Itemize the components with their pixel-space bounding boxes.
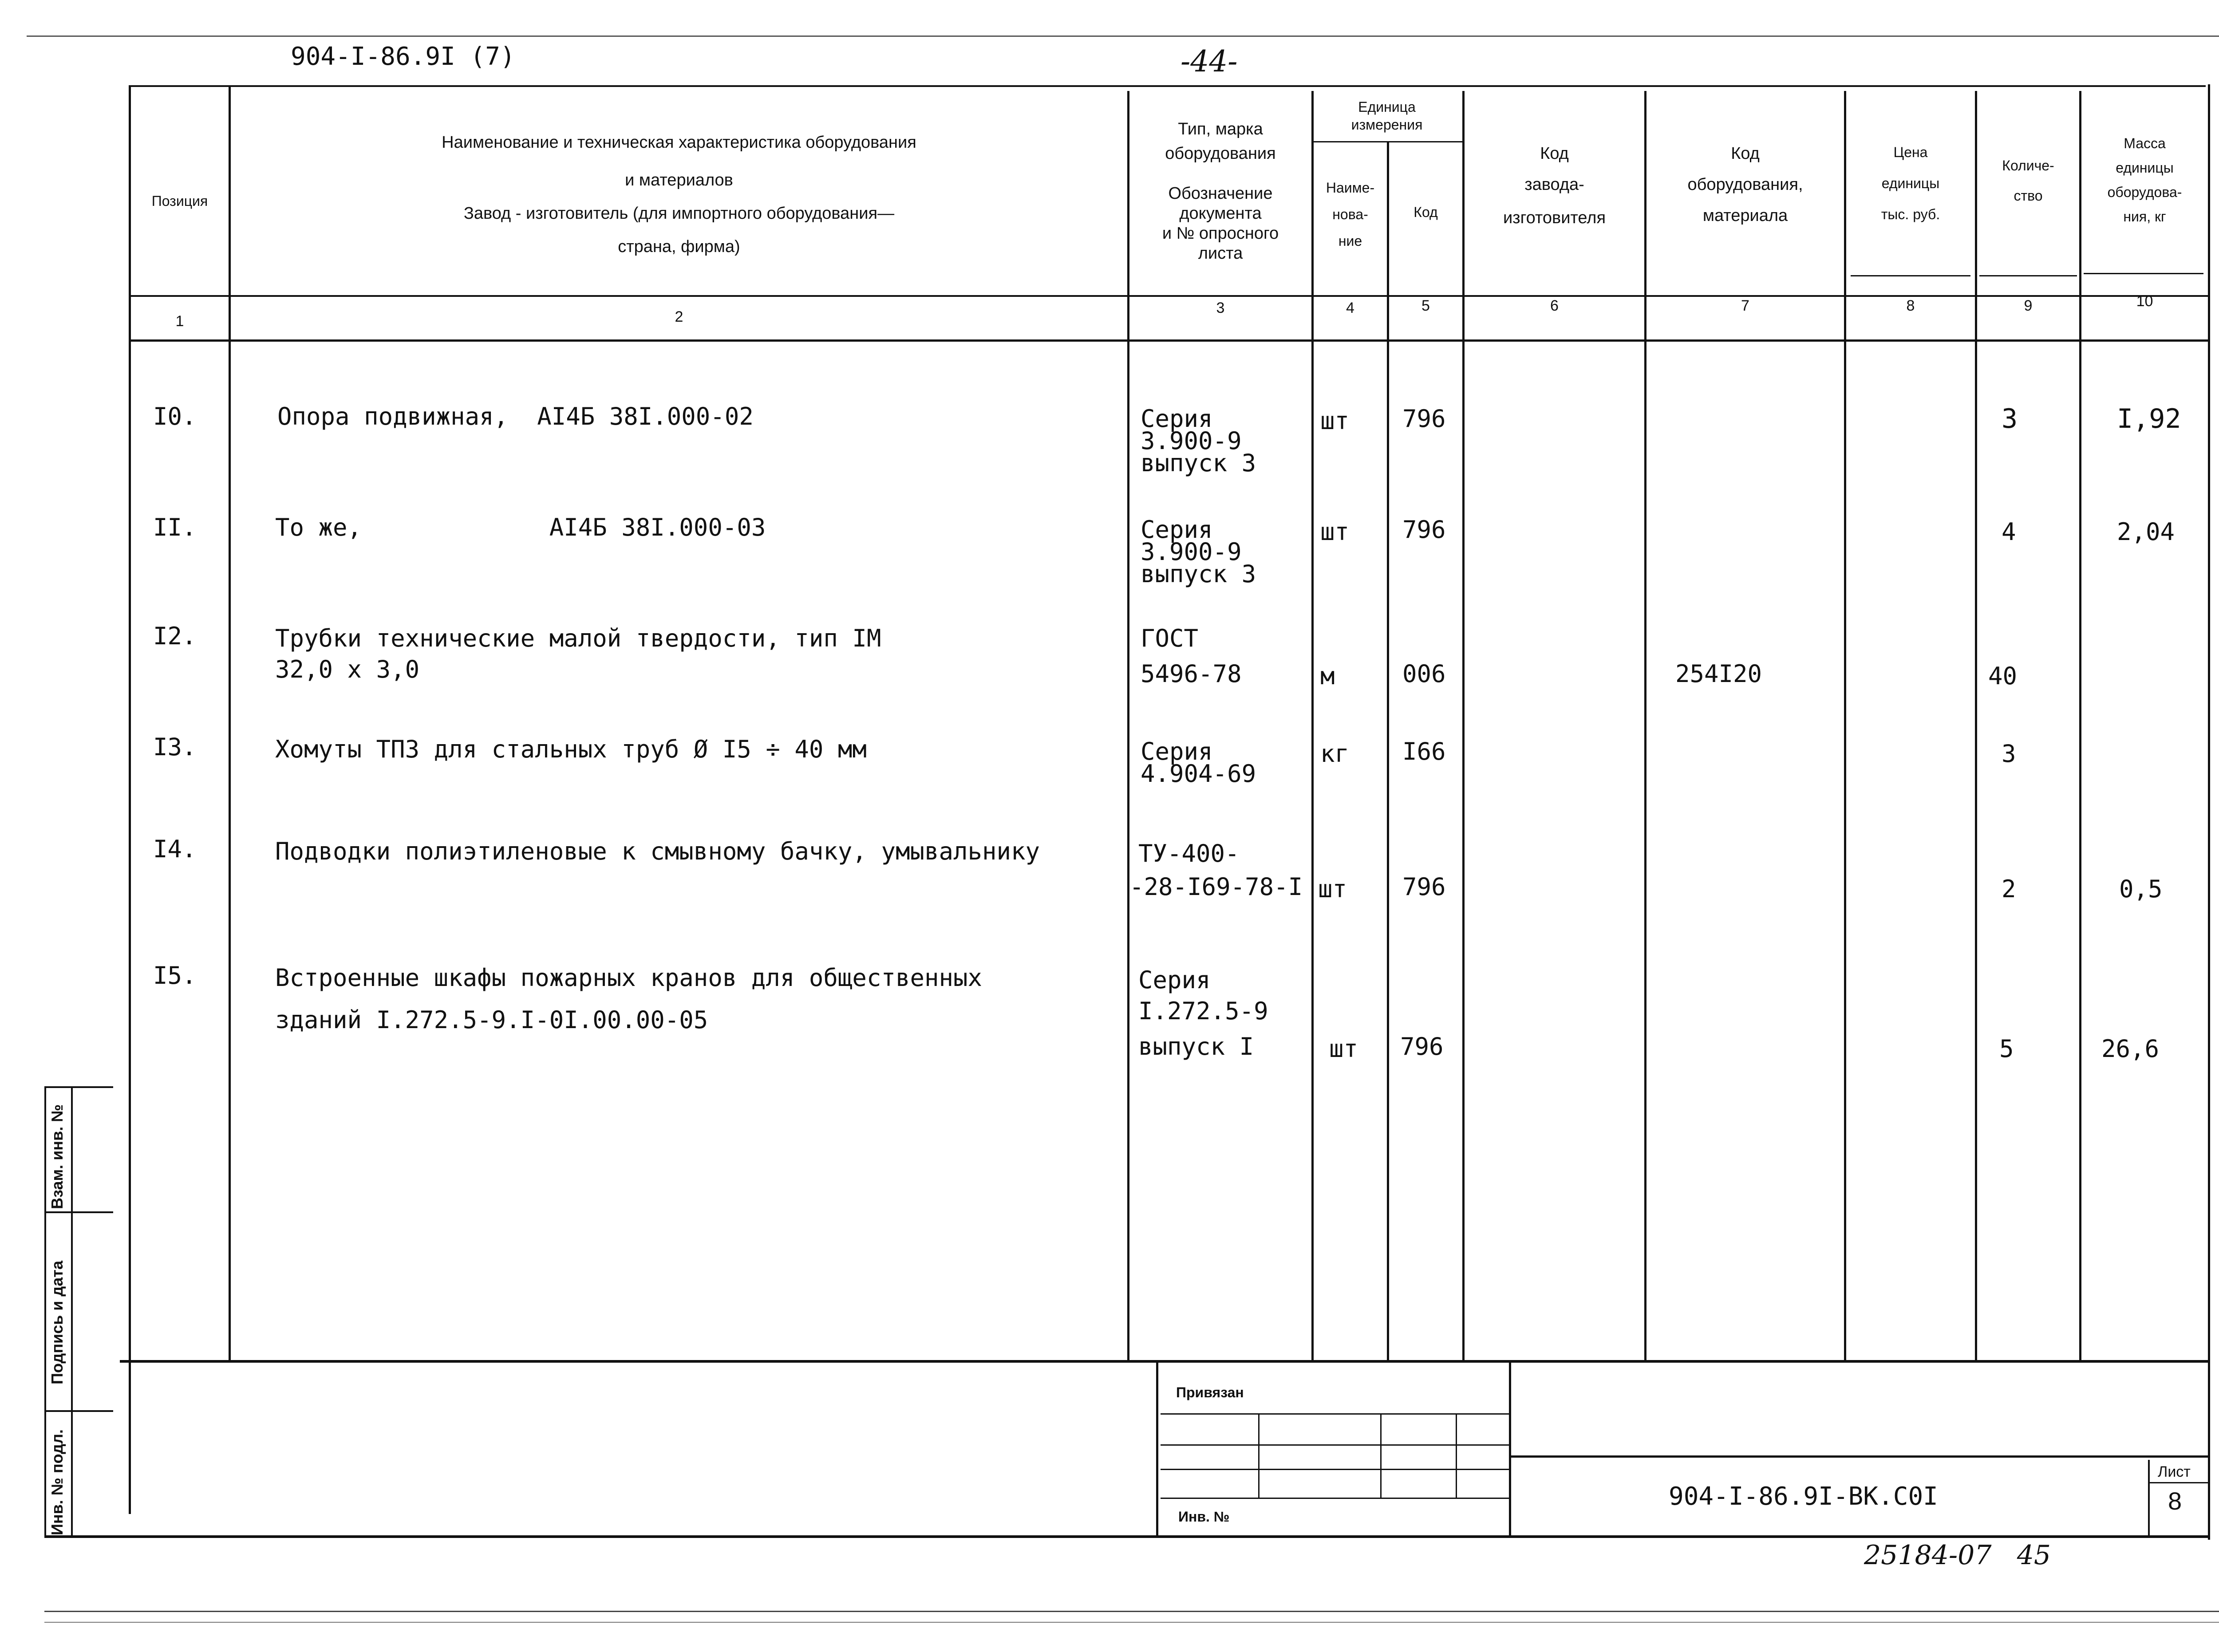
row-type-l2: 4.904-69	[1141, 760, 1256, 788]
header-unit-name-l3: ние	[1338, 233, 1362, 249]
header-unit-name-l1: Наиме-	[1326, 180, 1375, 196]
colnum-7: 7	[1741, 297, 1749, 314]
row-unit: шт	[1320, 407, 1350, 435]
colnum-10: 10	[2136, 293, 2153, 310]
col-sep-1	[229, 85, 231, 1361]
header-qty-l1: Количе-	[2002, 158, 2054, 173]
row-code: 796	[1402, 873, 1446, 901]
colnum-2: 2	[675, 308, 683, 325]
stamp-vline-1	[1258, 1413, 1260, 1498]
header-mass-l2: единицы	[2116, 160, 2174, 176]
header-name-l4: страна, фирма)	[618, 237, 740, 256]
mass-header-line	[2084, 273, 2203, 274]
top-border	[27, 35, 2219, 37]
header-equip-l2: оборудования,	[1687, 175, 1803, 194]
stamp-code-line	[1509, 1455, 2208, 1458]
row-type-l1: ГОСТ	[1141, 624, 1199, 652]
header-plant-l3: изготовителя	[1503, 209, 1606, 227]
frame-bottom-line	[44, 1535, 2208, 1538]
row-name-l1: Встроенные шкафы пожарных кранов для общественных	[275, 964, 983, 992]
row-type-l2: I.272.5-9	[1138, 997, 1268, 1025]
header-price-l2: единицы	[1881, 175, 1940, 191]
sheet-label: Лист	[2158, 1463, 2191, 1480]
stamp-vline-2	[1380, 1413, 1382, 1498]
colnum-4: 4	[1346, 300, 1354, 316]
stamp-top-line	[120, 1360, 2208, 1363]
row-qty: 3	[2002, 403, 2018, 434]
header-unit-l1: Единица	[1358, 99, 1416, 115]
row-type-l1: Серия	[1141, 405, 1213, 433]
frame-right	[2208, 84, 2210, 1540]
header-type-l4: документа	[1179, 204, 1262, 223]
row-unit: м	[1320, 662, 1335, 690]
row-code: I66	[1402, 737, 1446, 765]
sheet-box-left	[2148, 1460, 2150, 1535]
row-type-l2: 5496-78	[1141, 660, 1242, 688]
row-type-l1: Серия	[1141, 737, 1213, 765]
side-inv-podl: Инв. № подл.	[48, 1429, 66, 1535]
row-mass: 0,5	[2119, 875, 2163, 903]
row-unit: шт	[1329, 1035, 1358, 1063]
price-header-line	[1851, 275, 1970, 276]
col-sep-7	[1844, 91, 1846, 1361]
colnum-bottom-line	[129, 339, 2208, 342]
row-type-l2: -28-I69-78-I	[1129, 873, 1303, 901]
side-strip-mid	[71, 1087, 73, 1538]
col-sep-3	[1311, 91, 1314, 1361]
row-name: Подводки полиэтиленовые к смывному бачку, умывальнику	[275, 837, 1040, 865]
row-type-l3: выпуск 3	[1141, 560, 1256, 588]
row-mass: 26,6	[2101, 1035, 2160, 1063]
header-unit-code: Код	[1414, 204, 1438, 220]
row-type-l2: 3.900-9	[1141, 427, 1242, 455]
header-price-l1: Цена	[1893, 144, 1928, 160]
side-strip-top	[44, 1086, 113, 1088]
header-type-l3: Обозначение	[1168, 184, 1273, 203]
sheet-number: 8	[2168, 1487, 2182, 1515]
row-equip-code: 254I20	[1675, 660, 1762, 688]
frame-left	[129, 85, 131, 1514]
row-type-l1: Серия	[1141, 516, 1213, 544]
colnum-6: 6	[1550, 297, 1559, 314]
row-code: 796	[1400, 1033, 1444, 1061]
header-equip-l3: материала	[1702, 206, 1788, 225]
header-name-l3: Завод - изготовитель (для импортного оборудования—	[463, 204, 895, 223]
header-mass-l4: ния, кг	[2123, 209, 2166, 225]
col-sep-6	[1644, 91, 1646, 1361]
col-sep-8	[1975, 91, 1977, 1361]
row-pos: I4.	[153, 835, 197, 863]
col-sep-4	[1387, 142, 1389, 1361]
row-mass: I,92	[2117, 403, 2181, 434]
header-bottom-line	[129, 295, 2208, 297]
header-mass-l1: Масса	[2124, 135, 2166, 151]
row-code: 796	[1402, 405, 1446, 433]
row-qty: 40	[1988, 662, 2018, 690]
side-strip-sep1	[44, 1211, 113, 1213]
header-type-l1: Тип, марка	[1178, 120, 1263, 138]
row-type-l3: выпуск 3	[1141, 449, 1256, 477]
row-name: Хомуты ТПЗ для стальных труб Ø I5 ÷ 40 мм	[275, 735, 867, 763]
row-type-l3: выпуск I	[1138, 1033, 1254, 1061]
row-unit: шт	[1320, 518, 1350, 546]
row-name: Опора подвижная, AI4Б 38I.000-02	[277, 402, 754, 430]
header-plant-l1: Код	[1540, 144, 1569, 163]
row-pos: I3.	[153, 733, 197, 761]
row-qty: 3	[2002, 740, 2016, 768]
row-name: То же, AI4Б 38I.000-03	[275, 513, 766, 541]
header-qty-l2: ство	[2014, 188, 2043, 204]
side-vzam-inv: Взам. инв. №	[48, 1104, 66, 1209]
colnum-8: 8	[1906, 297, 1915, 314]
row-mass: 2,04	[2117, 518, 2175, 546]
stamp-line-4	[1161, 1498, 1509, 1499]
side-strip-sep2	[44, 1410, 113, 1412]
colnum-9: 9	[2024, 297, 2033, 314]
header-position: Позиция	[151, 193, 208, 209]
row-pos: II.	[153, 513, 197, 541]
colnum-5: 5	[1421, 297, 1430, 314]
header-unit-l2: измерения	[1351, 117, 1423, 133]
stamp-doc-code: 904-I-86.9I-BK.C0I	[1669, 1482, 1938, 1511]
row-name-l1: Трубки технические малой твердости, тип IM	[275, 624, 881, 652]
header-equip-l1: Код	[1731, 144, 1760, 163]
side-podpis-data: Подпись и дата	[48, 1261, 66, 1384]
colnum-1: 1	[175, 313, 184, 330]
row-unit: кг	[1320, 740, 1350, 768]
header-plant-l2: завода-	[1524, 175, 1584, 194]
header-name-l1: Наименование и техническая характеристика оборудования	[442, 133, 916, 152]
stamp-vline-3	[1456, 1413, 1457, 1498]
sheet-box-line	[2148, 1482, 2208, 1483]
row-code: 796	[1402, 516, 1446, 544]
side-strip-left	[44, 1087, 46, 1538]
page-number-handwritten: -44-	[1181, 44, 1238, 79]
header-type-l2: оборудования	[1165, 144, 1276, 163]
row-name-l2: 32,0 x 3,0	[275, 655, 420, 683]
row-type-l1: Серия	[1138, 966, 1211, 994]
bottom-handwritten-number: 25184-07 45	[1864, 1540, 2051, 1571]
row-unit: шт	[1318, 875, 1347, 903]
row-code: 006	[1402, 660, 1446, 688]
unit-header-line	[1311, 141, 1462, 142]
header-price-l3: тыс. руб.	[1881, 206, 1940, 222]
header-type-l6: листа	[1198, 244, 1243, 263]
page-bottom-line-2	[44, 1622, 2219, 1623]
header-type-l5: и № опросного	[1162, 224, 1279, 243]
stamp-box-right	[1509, 1360, 1511, 1538]
row-type-l2: 3.900-9	[1141, 538, 1242, 566]
col-sep-9	[2079, 91, 2081, 1361]
qty-header-line	[1979, 275, 2077, 276]
row-qty: 2	[2002, 875, 2016, 903]
col-sep-5	[1462, 91, 1465, 1361]
row-qty: 4	[2002, 518, 2016, 546]
stamp-box-left	[1156, 1360, 1158, 1538]
row-pos: I2.	[153, 622, 197, 650]
table-top-border	[129, 85, 2206, 87]
header-unit-name-l2: нова-	[1332, 206, 1368, 222]
row-pos: I0.	[153, 402, 197, 430]
stamp-inv-no: Инв. №	[1178, 1509, 1230, 1525]
row-pos: I5.	[153, 962, 197, 990]
page-bottom-line-1	[44, 1611, 2219, 1612]
col-sep-2	[1127, 91, 1129, 1361]
top-doc-code: 904-I-86.9I (7)	[291, 42, 515, 71]
row-qty: 5	[1999, 1035, 2014, 1063]
stamp-privyazan: Привязан	[1176, 1384, 1244, 1400]
row-name-l2: зданий I.272.5-9.I-0I.00.00-05	[275, 1006, 708, 1034]
row-type-l1: ТУ-400-	[1138, 840, 1240, 867]
colnum-3: 3	[1216, 300, 1225, 316]
header-name-l2: и материалов	[625, 171, 733, 189]
header-mass-l3: оборудова-	[2107, 184, 2182, 200]
